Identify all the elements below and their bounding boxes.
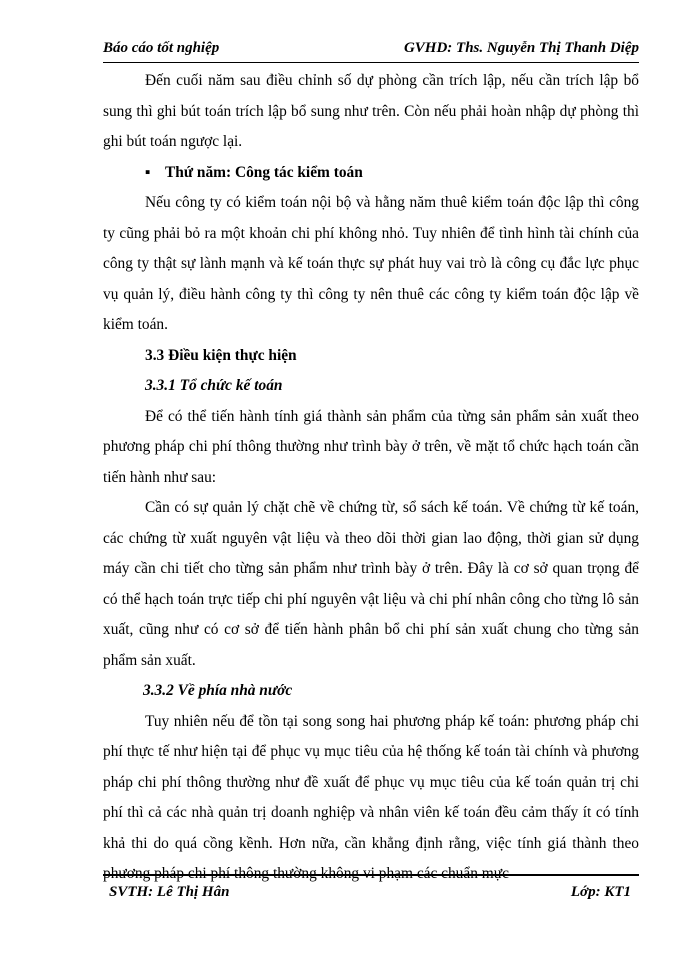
page-footer bbox=[103, 874, 639, 902]
section-heading-3-3: 3.3 Điều kiện thực hiện bbox=[145, 346, 297, 364]
bullet-heading-text: Thứ năm: Công tác kiểm toán bbox=[165, 163, 363, 181]
page-header bbox=[103, 38, 639, 63]
paragraph-documents: Cần có sự quản lý chặt chẽ về chứng từ, sổ sách kế toán. Về chứng từ kế toán, các chứng từ xuất nguyên vật liệu và theo dõi thời gian lao động, thời gian sử dụng máy cần chi tiết cho từng sản phẩm như trình bày ở trên. Đây là cơ sở quan trọng để có thể hạch toán trực tiếp chi phí nguyên vật liệu và chi phí nhân công cho từng lô sản xuất, cũng như có cơ sở để tiến hành phân bổ chi phí sản xuất chung cho từng sản phẩm sản xuất. bbox=[103, 499, 639, 669]
bullet-heading-audit bbox=[103, 158, 639, 189]
section-heading-3-3-2: 3.3.2 Về phía nhà nước bbox=[143, 682, 293, 699]
footer-class: Lớp: KT1 bbox=[570, 884, 631, 900]
paragraph-provision: Đến cuối năm sau điều chỉnh số dự phòng cần trích lập, nếu cần trích lập bổ sung thì ghi bút toán trích lập bổ sung như trên. Còn nếu phải hoàn nhập dự phòng thì ghi bút toán ngược lại. bbox=[103, 72, 639, 150]
bullet-icon: ▪ bbox=[145, 163, 151, 181]
page-body bbox=[103, 66, 639, 890]
footer-student: SVTH: Lê Thị Hân bbox=[109, 884, 230, 900]
paragraph-audit: Nếu công ty có kiểm toán nội bộ và hằng năm thuê kiểm toán độc lập thì công ty cũng phải bỏ ra một khoản chi phí không nhỏ. Tuy nhiên để tình hình tài chính của công ty thật sự lành mạnh và kế toán thực sự phát huy vai trò là công cụ đắc lực phục vụ quản lý, điều hành công ty thì công ty nên thuê các công ty kiểm toán độc lập về kiểm toán. bbox=[103, 194, 639, 333]
section-heading-3-3-1: 3.3.1 Tổ chức kế toán bbox=[145, 377, 283, 394]
paragraph-organization: Để có thể tiến hành tính giá thành sản phẩm của từng sản phẩm sản xuất theo phương pháp chi phí thông thường như trình bày ở trên, về mặt tổ chức hạch toán cần tiến hành như sau: bbox=[103, 407, 639, 486]
header-report-title: Báo cáo tốt nghiệp bbox=[103, 40, 220, 56]
header-supervisor: GVHD: Ths. Nguyễn Thị Thanh Diệp bbox=[403, 40, 639, 56]
paragraph-state: Tuy nhiên nếu để tồn tại song song hai phương pháp kế toán: phương pháp chi phí thực tế như hiện tại để phục vụ mục tiêu của hệ thống kế toán tài chính và phương pháp chi phí thông thường như đề xuất để phục vụ mục tiêu của kế toán quản trị chi phí thì cả các nhà quản trị doanh nghiệp và nhân viên kế toán đều cảm thấy ít có tính khả thi do quá cồng kềnh. Hơn nữa, cần khẳng định rằng, việc tính giá thành theo phương pháp chi phí thông thường không vi phạm các chuẩn mực bbox=[103, 712, 639, 882]
